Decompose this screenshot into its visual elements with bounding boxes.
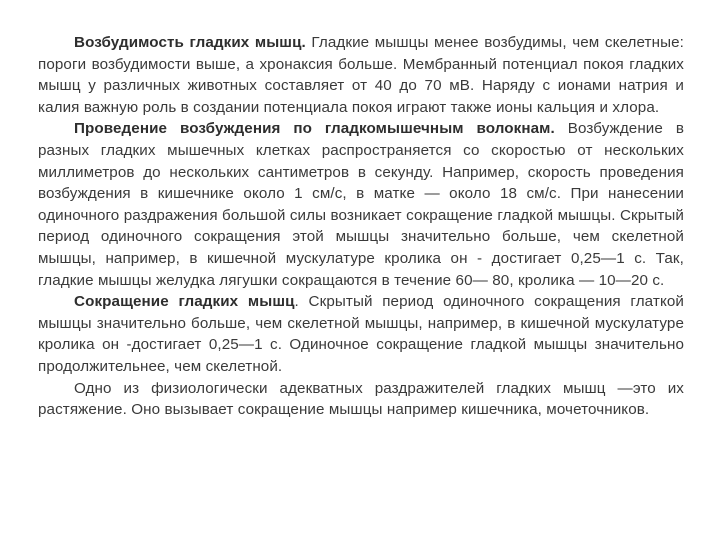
paragraph-conduction	[38, 118, 684, 291]
paragraph-heading: Проведение возбуждения по гладкомышечным волокнам.	[74, 120, 555, 138]
paragraph-text: Гладкие мышцы менее возбудимы, чем скелетные: пороги возбудимости выше, а хронаксия больше. Мембранный потенциал покоя гладких мышц у различных животных составляет от 40 до 70 мВ. Наряду с ионами натрия и калия важную роль в создании потенциала покоя играют также ионы кальция и хлора.	[38, 34, 684, 116]
paragraph-text: Одно из физиологически адекватных раздражителей гладких мышц —это их растяжение. Оно вызывает сокращение мышцы например кишечника, мочеточников.	[38, 379, 684, 419]
paragraph-heading: Сокращение гладких мышц	[74, 293, 295, 311]
paragraph-heading: Возбудимость гладких мышц.	[74, 34, 306, 51]
paragraph-text: . Скрытый период одиночного сокращения глаткой мышцы значительно больше, чем скелетной мышцы, например, в кишечной мускулатуре кролика он -достигает 0,25—1 с. Одиночное сокращение гладкой мышцы значительно продолжительнее, чем скелетной.	[38, 293, 684, 375]
paragraph-stretch	[38, 378, 684, 421]
paragraph-contraction	[38, 291, 684, 377]
paragraph-excitability	[38, 32, 684, 118]
document-body	[38, 32, 684, 421]
paragraph-text: Возбуждение в разных гладких мышечных клетках распространяется со скоростью от нескольких миллиметров до нескольких сантиметров в секунду. Например, скорость проведения возбуждения в кишечнике около 1 см/с, в матке — около 18 см/с. При нанесении одиночного раздражения большой силы возникает сокращение гладкой мышцы. Скрытый период одиночного сокращения этой мышцы значительно больше, чем скелетной мышцы, например, в кишечной мускулатуре кролика он - достигает 0,25—1 с. Так, гладкие мышцы желудка лягушки сокращаются в течение 60— 80, кролика — 10—20 с.	[38, 120, 684, 289]
